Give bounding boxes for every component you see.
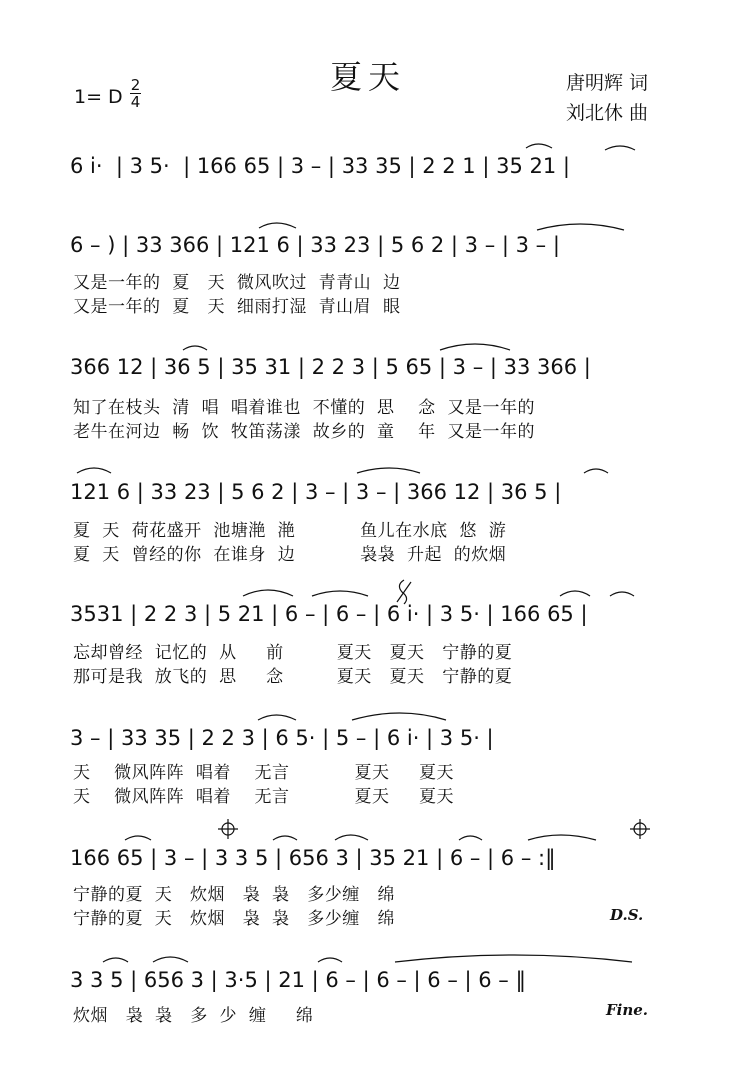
slur bbox=[610, 592, 634, 596]
notation-row-3: 366 12 | 36 5 | 35 31 | 2 2 3 | 5 65 | 3 – | 33 366 | bbox=[70, 355, 591, 379]
slur bbox=[605, 146, 635, 150]
slur bbox=[459, 836, 482, 840]
notation-row-2: 6 – ) | 33 366 | 121 6 | 33 23 | 5 6 2 | 3 – | 3 – | bbox=[70, 233, 560, 257]
slur bbox=[537, 224, 624, 230]
notation-row-4: 121 6 | 33 23 | 5 6 2 | 3 – | 3 – | 366 12 | 36 5 | bbox=[70, 480, 562, 504]
lyric-row-6-verse-1: 天 微风阵阵 唱着 无言 夏天 夏天 bbox=[73, 763, 454, 783]
lyric-row-2-verse-1: 又是一年的 夏 天 微风吹过 青青山 边 bbox=[73, 273, 401, 293]
lyric-row-8-verse-1: 炊烟 袅 袅 多 少 缠 绵 bbox=[73, 1006, 314, 1026]
coda-icon bbox=[630, 819, 650, 839]
lyric-row-7-verse-1: 宁静的夏 天 炊烟 袅 袅 多少缠 绵 bbox=[73, 885, 395, 905]
composer-credit: 刘北休 曲 bbox=[566, 102, 649, 124]
slur bbox=[318, 958, 342, 962]
time-signature-bottom: 4 bbox=[130, 93, 141, 111]
slur bbox=[243, 590, 293, 596]
lyric-row-4-verse-1: 夏 天 荷花盛开 池塘滟 滟 鱼儿在水底 悠 游 bbox=[73, 521, 507, 541]
lyric-row-5-verse-1: 忘却曾经 记忆的 从 前 夏天 夏天 宁静的夏 bbox=[73, 643, 513, 663]
slur bbox=[440, 344, 510, 350]
slur bbox=[357, 468, 420, 473]
segno-icon bbox=[397, 580, 411, 604]
slur bbox=[183, 346, 207, 350]
song-title: 夏天 bbox=[329, 58, 406, 96]
lyric-row-3-verse-2: 老牛在河边 畅 饮 牧笛荡漾 故乡的 童 年 又是一年的 bbox=[73, 422, 535, 442]
lyric-row-4-verse-2: 夏 天 曾经的你 在谁身 边 袅袅 升起 的炊烟 bbox=[73, 545, 507, 565]
slur bbox=[560, 591, 590, 596]
slur bbox=[352, 713, 446, 720]
lyricist-credit: 唐明辉 词 bbox=[566, 72, 649, 94]
notation-row-8: 3 3 5 | 656 3 | 3·5 | 21 | 6 – | 6 – | 6 – | 6 – ‖ bbox=[70, 968, 526, 992]
slur bbox=[273, 836, 297, 840]
slur bbox=[153, 957, 188, 962]
slur bbox=[584, 469, 608, 473]
notation-row-6: 3 – | 33 35 | 2 2 3 | 6 5· | 5 – | 6 i· | 3 5· | bbox=[70, 726, 494, 750]
time-signature-top: 2 bbox=[130, 76, 141, 94]
slur bbox=[258, 715, 296, 720]
ds-marking: D.S. bbox=[610, 906, 644, 924]
notation-row-1: 6 i· | 3 5· | 166 65 | 3 – | 33 35 | 2 2 1 | 35 21 | bbox=[70, 154, 570, 178]
slur bbox=[125, 836, 151, 840]
slur bbox=[312, 591, 368, 596]
lyric-row-2-verse-2: 又是一年的 夏 天 细雨打湿 青山眉 眼 bbox=[73, 297, 401, 317]
lyric-row-5-verse-2: 那可是我 放飞的 思 念 夏天 夏天 宁静的夏 bbox=[73, 667, 513, 687]
slur bbox=[103, 958, 128, 962]
lyric-row-6-verse-2: 天 微风阵阵 唱着 无言 夏天 夏天 bbox=[73, 787, 454, 807]
lyric-row-3-verse-1: 知了在枝头 清 唱 唱着谁也 不懂的 思 念 又是一年的 bbox=[73, 398, 535, 418]
key-signature: 1= D bbox=[74, 86, 123, 108]
coda-icon bbox=[218, 819, 238, 839]
slur bbox=[526, 144, 552, 148]
fine-marking: Fine. bbox=[606, 1001, 649, 1019]
slur bbox=[528, 835, 596, 840]
lyric-row-7-verse-2: 宁静的夏 天 炊烟 袅 袅 多少缠 绵 bbox=[73, 909, 395, 929]
notation-row-7: 166 65 | 3 – | 3 3 5 | 656 3 | 35 21 | 6 – | 6 – :‖ bbox=[70, 846, 556, 870]
notation-row-5: 3531 | 2 2 3 | 5 21 | 6 – | 6 – | 6 i· | 3 5· | 166 65 | bbox=[70, 602, 588, 626]
slur bbox=[395, 955, 632, 962]
slur bbox=[335, 835, 368, 840]
slur bbox=[77, 468, 111, 473]
slur bbox=[259, 223, 296, 228]
